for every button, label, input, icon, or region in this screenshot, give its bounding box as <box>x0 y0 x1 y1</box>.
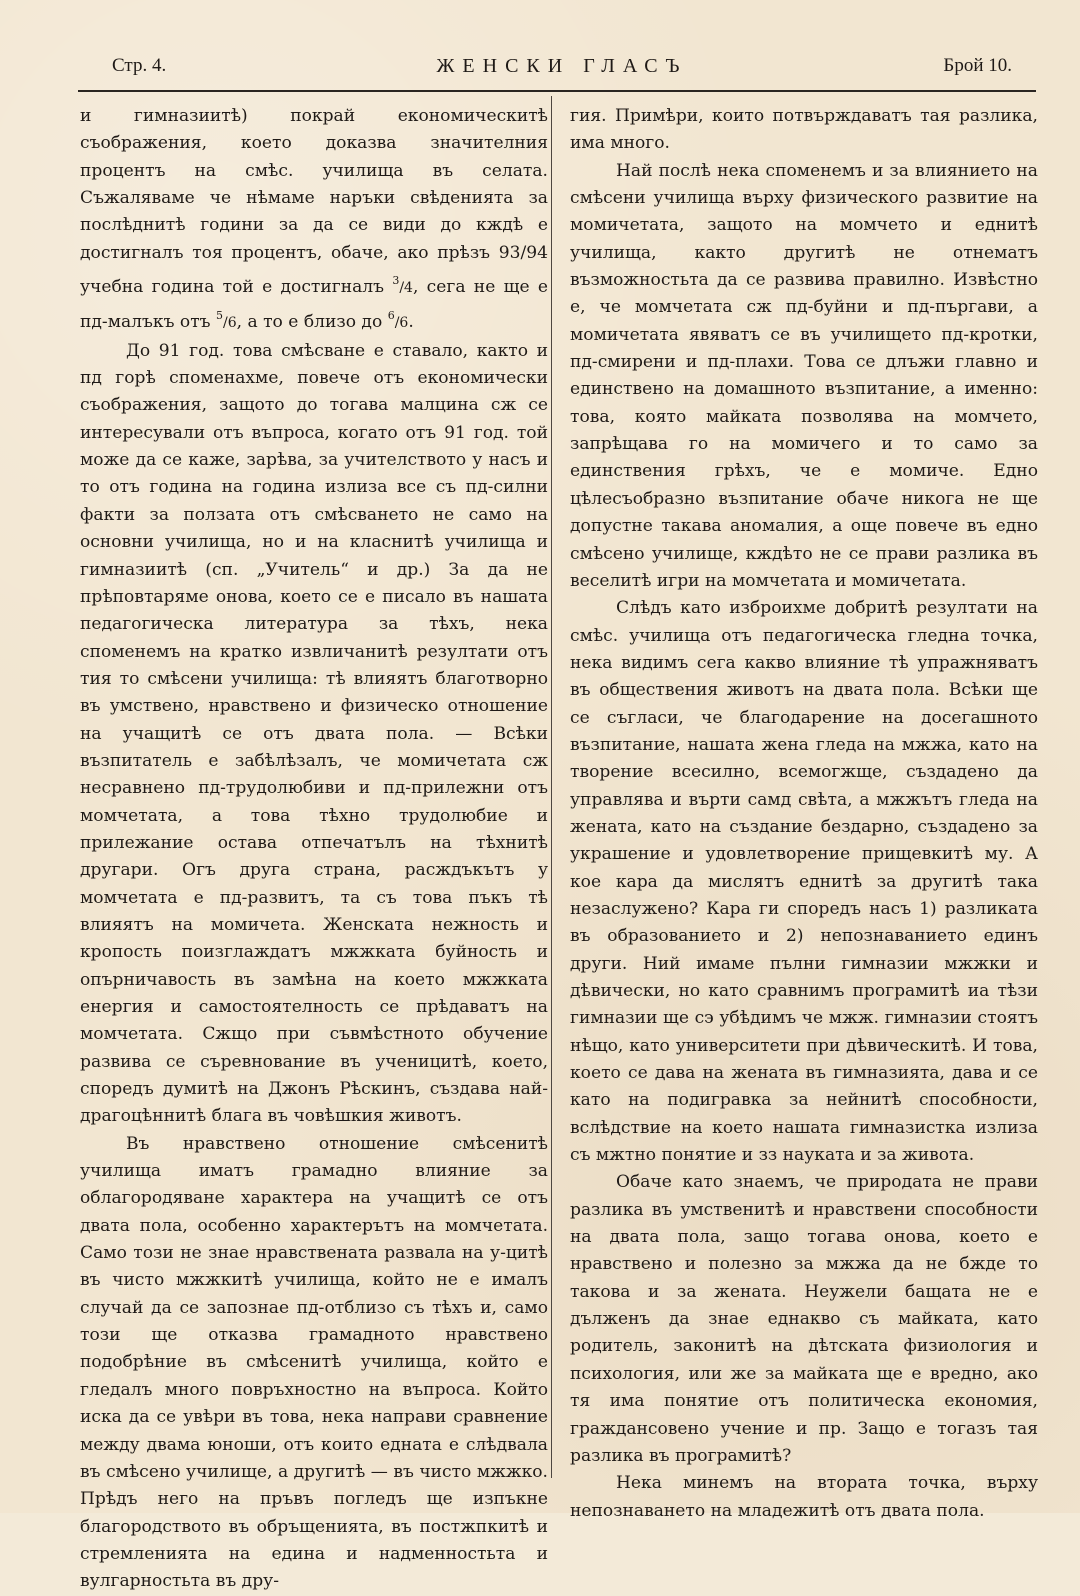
fraction-numerator: 5 <box>215 309 223 323</box>
fraction-three-quarters <box>392 274 413 297</box>
left-paragraph-1-text-d: . <box>408 312 414 333</box>
fraction-numerator: 6 <box>387 309 395 323</box>
page-header <box>112 48 1012 84</box>
left-paragraph-1-text-b: , сега не ще е пд-малъкъ отъ <box>80 277 549 333</box>
left-paragraph-3: Въ нравствено отношение смѣсенитѣ училища иматъ грамадно влияние за облагородяване характера на учащитѣ се отъ двата пола, особенно характерътъ на момчетата. Само този не знае нравствената развала на у-цитѣ въ чисто мжжкитѣ училища, който не е ималъ случай да се запознае пд-отблизо съ тѣхъ и, само този ще отказва грамадното нравствено подобрѣние въ смѣсенитѣ училища, който е гледалъ много повръхностно на въпроса. Който иска да се увѣри въ това, нека направи сравнение между двама юноши, отъ които едната е слѣдвала въ смѣсено училище, а другитѣ — въ чисто мжжко. Прѣдъ него на пръвъ погледъ ще изпъкне благородството въ обръщенията, въ постжпкитѣ и стремленията на едина и надменностьта и вулгарностьта въ дру- <box>80 1133 548 1592</box>
fraction-numerator: 3 <box>392 274 400 288</box>
fraction-denominator: /6 <box>222 315 237 332</box>
left-paragraph-1 <box>80 103 548 338</box>
right-paragraph-4: Обаче като знаемъ, че природата не прави разлика въ умственитѣ и нравствени способности на двата пола, защо тогава онова, което е нравствено и полезно за мжжа да не бжде то такова и за жената. Неужели бащата не е дълженъ да знае еднакво съ майката, като родитель, законитѣ на дѣтската физиология и психология, или же за майката ще е вредно, ако тя има понятие отъ политическа економия, граждансовено учение и пр. Защо е тогазъ тая разлика въ програмитѣ? <box>570 1172 1038 1466</box>
left-paragraph-2: До 91 год. това смѣсване е ставало, както и пд горѣ споменахме, повече отъ економически съображения, защото до тогава малцина сж се интересували отъ въпроса, когато отъ 91 год. той може да се каже, зарѣва, за учителството у насъ и то отъ година на година излиза все съ пд-силни факти за ползата отъ смѣсването не само на основни училища, но и на класнитѣ училища и гимназиитѣ (сп. „Учитель“ и др.) За да не прѣповтаряме онова, което се е писало въ нашата педагогическа литература за тѣхъ, нека споменемъ на кратко извличанитѣ резултати отъ тия то смѣсени училища: тѣ влияятъ благотворно въ умствено, нравствено и физическо отношение на учащитѣ се отъ двата пола. — Всѣки възпитатель е забѣлѣзалъ, че момичетата сж несравнено пд-трудолюбиви и пд-прилежни отъ момчетата, а това тѣхно трудолюбие и прилежание остава отпечатълъ на тѣхнитѣ другари. Огъ друга страна, расждъкътъ у момчетата е пд-развитъ, та съ това пъкъ тѣ влияятъ на момичета. Женската нежность и кропость поизглаждатъ мжжката буйность и опърничавость въ замѣна на което мжжката енергия и самостоятелность се прѣдаватъ на момчетата. Сжщо при съвмѣстното обучение развива се съревнование въ ученицитѣ, което, споредъ думитѣ на Джонъ Рѣскинъ, създава най-драгоцѣннитѣ блага въ човѣшкия животъ. <box>80 340 548 1127</box>
issue-number: Брой 10. <box>943 55 1012 76</box>
left-article-column <box>80 103 549 1592</box>
fraction-denominator: /4 <box>399 280 413 297</box>
left-paragraph-1-text-a: и гимназиитѣ) покрай економическитѣ съображения, което доказва значителния процентъ на смѣс. училища въ селата. Съжаляваме че нѣмаме наръки свѣденията за послѣднитѣ години за да се види до кждѣ е достигналъ тоя процентъ, обаче, ако прѣзъ 93/94 учебна година той е достигналъ <box>80 106 548 298</box>
fraction-six-sixths <box>387 309 409 332</box>
newspaper-title: ЖЕНСКИ ГЛАСЪ <box>436 54 688 77</box>
right-paragraph-2: Най послѣ нека споменемъ и за влиянието на смѣсени училища върху физического развитие на момичетата, защото на момчето и еднитѣ училища, както другитѣ не отнематъ възможностьта да се развива правилно. Извѣстно е, че момчетата сж пд-буйни и пд-пъргави, а момичетата явяватъ се въ училището пд-кротки, пд-смирени и пд-плахи. Това се длъжи главно и единствено на домашното възпитание, а именно: това, която майката позволява на момчето, запрѣщава го на момичего и то само за единствения грѣхъ, че е момиче. Едно цѣлесъобразно възпитание обаче никога не ще допустне такава аномалия, а още повече въ едно смѣсено училище, кждѣто не се прави разлика въ веселитѣ игри на момчетата и момичетата. <box>570 160 1038 591</box>
left-paragraph-1-text-c: , а то е близо до <box>236 312 383 333</box>
fraction-five-sixths <box>215 309 237 332</box>
right-paragraph-5: Нека минемъ на втората точка, върху непознаването на младежитѣ отъ двата пола. <box>570 1473 1038 1521</box>
column-divider <box>551 96 552 1478</box>
header-rule <box>78 90 1036 92</box>
right-paragraph-1: гия. Примѣри, които потвърждаватъ тая разлика, има много. <box>570 106 1038 154</box>
right-article-column <box>570 103 1038 1521</box>
page-number: Стр. 4. <box>112 55 167 76</box>
fraction-denominator: /6 <box>394 315 409 332</box>
right-paragraph-3: Слѣдъ като изброихме добритѣ резултати на смѣс. училища отъ педагогическа гледна точка, нека видимъ сега какво влияние тѣ упражняватъ въ обществения животъ на двата пола. Всѣки ще се съгласи, че благодарение на досегашното възпитание, нашата жена гледа на мжжа, като на творение всесилно, всемогжще, създадено да управлява и върти самд свѣта, а мжжътъ гледа на жената, като на създание бездарно, създадено за украшение и удовлетворение прищевкитѣ му. А кое кара да мислятъ еднитѣ за другитѣ така незаслужено? Кара ги споредъ насъ 1) разликата въ образованието и 2) непознаванието единъ други. Ний имаме пълни гимназии мжжки и дѣвически, но като сравнимъ програмитѣ иа тѣзи гимназии ще сэ убѣдимъ че мжж. гимназии стоятъ нѣщо, като университети при дѣвическитѣ. И това, което се дава на жената въ гимназията, дава и се като на подигравка за нейнитѣ способности, вслѣдствие на което нашата гимназистка излиза съ мжтно понятие и зз науката и за живота. <box>570 598 1038 1166</box>
